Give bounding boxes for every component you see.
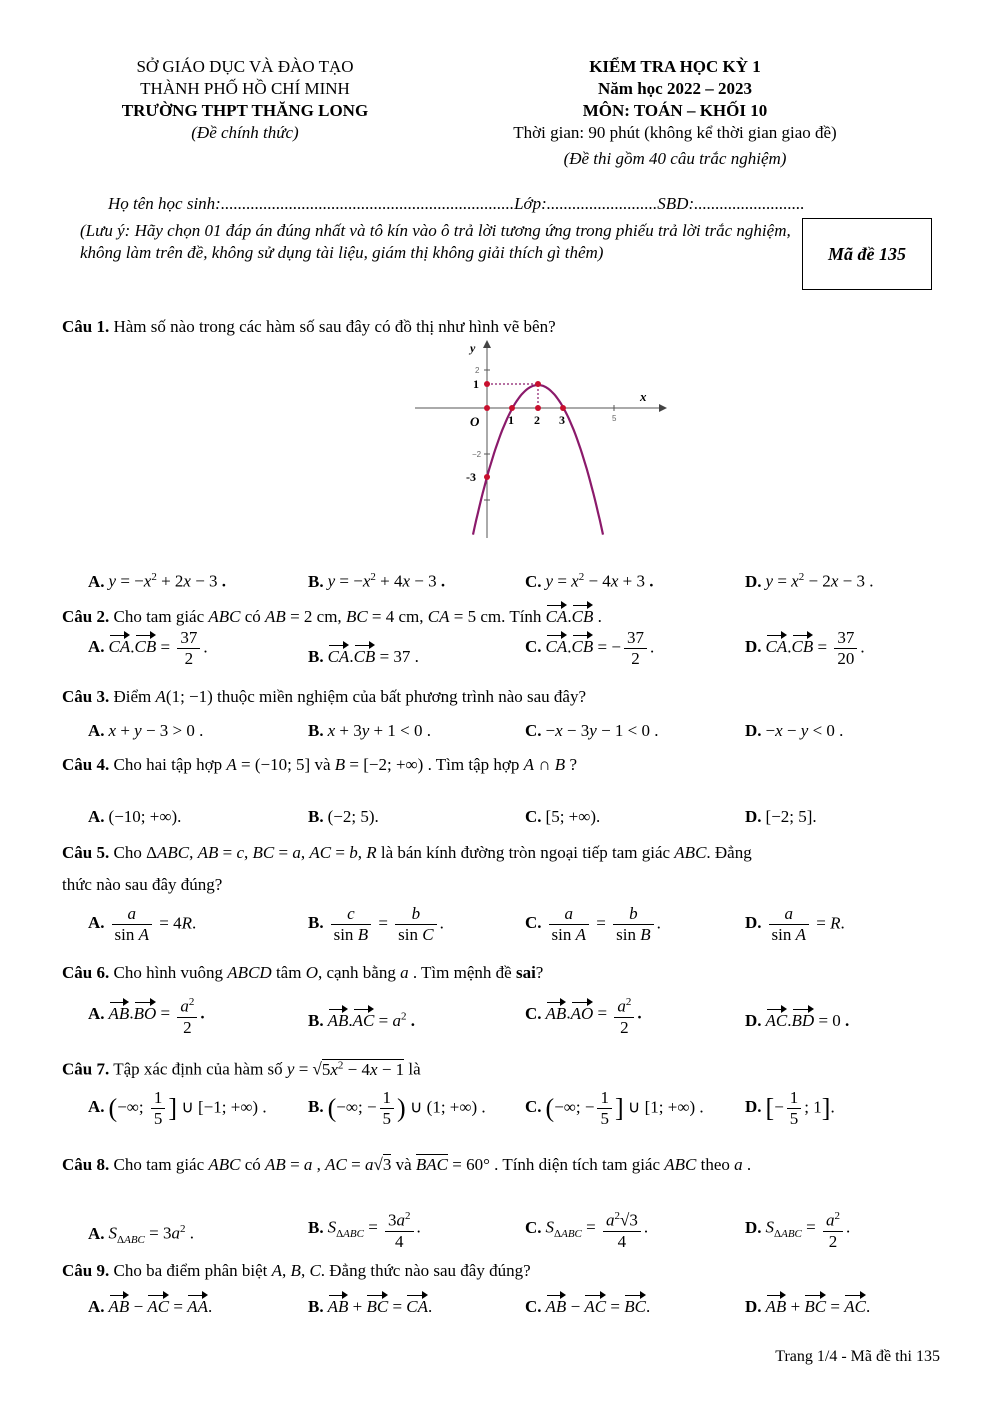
city-name: THÀNH PHỐ HỒ CHÍ MINH (140, 79, 350, 98)
q1-option-d[interactable]: D. $y = x^2 - 2x - 3$ . (745, 571, 874, 591)
q7-option-d[interactable]: D. [− $\frac{1}{5}$ ; 1]. (745, 1088, 835, 1128)
question-6: Câu 6. Cho hình vuông ABCD tâm O, cạnh bằng a . Tìm mệnh đề sai? (62, 963, 544, 982)
q9-option-c[interactable]: C. AB − AC = BC. (525, 1290, 650, 1318)
q6-option-c[interactable]: C. AB.AO = $\frac{a^2}{2}$ . (525, 992, 642, 1038)
q3-option-d[interactable]: D. −x − y < 0 . (745, 721, 844, 740)
q5-option-a[interactable]: A. $\frac{a}{\text{sin A}}$ = 4R. (88, 904, 197, 944)
student-info-line: Họ tên học sinh:.....................................................................Lớp:..........................SBD:.......................... (108, 194, 805, 213)
q9-option-a[interactable]: A. AB − AC = AA. (88, 1290, 212, 1318)
exam-code-box: Mã đề 135 (802, 218, 932, 290)
q7-option-b[interactable]: B. (−∞; − $\frac{1}{5}$ ) ∪ (1; +∞) . (308, 1088, 486, 1128)
q1-option-b[interactable]: B. $y = -x^2 + 4x - 3$ . (308, 571, 446, 591)
question-7: Câu 7. Tập xác định của hàm số $y = √5x^2 - 4x - 1$ là (62, 1059, 421, 1079)
q6-option-b[interactable]: B. $AB.AC = a^2$ . (308, 1004, 415, 1032)
q2-option-c[interactable]: C. CA.CB = − $\frac{37}{2}$ . (525, 628, 655, 668)
question-5: Câu 5. Cho ΔABC, AB = c, BC = a, AC = b, R là bán kính đường tròn ngoại tiếp tam giác ABC. Đẳng (62, 843, 752, 862)
q1-option-c[interactable]: C. $y = x^2 - 4x + 3$ . (525, 571, 654, 591)
q8-option-b[interactable]: B. $S_{\Delta ABC}$ = $\frac{3a^2}{4}$ . (308, 1206, 421, 1252)
y-tick-1: 1 (473, 377, 479, 391)
question-9: Câu 9. Cho ba điểm phân biệt A, B, C. Đẳng thức nào sau đây đúng? (62, 1261, 531, 1280)
q6-option-d[interactable]: D. AC.BD = 0 . (745, 1004, 849, 1032)
q2-option-d[interactable]: D. CA.CB = $\frac{37}{20}$ . (745, 628, 865, 668)
question-2: Câu 2. Cho tam giác ABC có AB = 2 cm, BC = 4 cm, CA = 5 cm. Tính CA.CB . (62, 600, 602, 628)
origin-label: O (470, 414, 480, 429)
page-footer: Trang 1/4 - Mã đề thi 135 (775, 1348, 940, 1365)
q4-option-a[interactable]: A. (−10; +∞). (88, 807, 182, 826)
x-tick-5: 5 (612, 414, 617, 423)
q3-option-b[interactable]: B. x + 3y + 1 < 0 . (308, 721, 431, 740)
q4-option-b[interactable]: B. (−2; 5). (308, 807, 379, 826)
x-axis-label: x (640, 389, 647, 404)
q8-option-d[interactable]: D. $S_{\Delta ABC}$ = $\frac{a^2}{2}$ . (745, 1206, 850, 1252)
question-1: Câu 1. Hàm số nào trong các hàm số sau đây có đồ thị như hình vẽ bên? (62, 317, 556, 336)
q4-option-c[interactable]: C. [5; +∞). (525, 807, 601, 826)
q3-option-c[interactable]: C. −x − 3y − 1 < 0 . (525, 721, 659, 740)
q9-option-b[interactable]: B. AB + BC = CA. (308, 1290, 432, 1318)
q5-option-d[interactable]: D. $\frac{a}{\text{sin A}}$ = R. (745, 904, 845, 944)
y-tick-neg3: -3 (466, 470, 476, 484)
question-8: Câu 8. Cho tam giác ABC có AB = a , AC = a√3 và BAC = 60° . Tính diện tích tam giác ABC theo a . (62, 1155, 752, 1174)
official-label: (Đề chính thức) (191, 123, 299, 142)
y-tick-2: 2 (475, 366, 480, 375)
q2-option-b[interactable]: B. CA.CB = 37 . (308, 640, 419, 668)
q3-option-a[interactable]: A. x + y − 3 > 0 . (88, 721, 204, 740)
exam-note: (Lưu ý: Hãy chọn 01 đáp án đúng nhất và tô kín vào ô trả lời tương ứng trong phiếu trả lời trắc nghiệm, không làm trên đề, không sử dụng tài liệu, giám thị không giải thích gì thêm) (80, 221, 791, 262)
school-header (90, 56, 400, 144)
subject: MÔN: TOÁN – KHỐI 10 (582, 101, 768, 120)
q1-option-a[interactable]: A. $y = -x^2 + 2x - 3$ . (88, 571, 227, 591)
school-name: TRƯỜNG THPT THĂNG LONG (121, 101, 369, 120)
question-5-cont: thức nào sau đây đúng? (62, 875, 223, 894)
q8-option-a[interactable]: A. $S_{\Delta ABC} = 3a^2$ . (88, 1223, 194, 1247)
question-3: Câu 3. Điểm A(1; −1) thuộc miền nghiệm của bất phương trình nào sau đây? (62, 687, 587, 706)
q7-option-a[interactable]: A. (−∞; $\frac{1}{5}$ ] ∪ [−1; +∞) . (88, 1088, 267, 1128)
parabola-graph (410, 338, 670, 543)
q2-option-a[interactable]: A. CA.CB = $\frac{37}{2}$ . (88, 628, 208, 668)
dept-name: SỞ GIÁO DỤC VÀ ĐÀO TẠO (136, 57, 354, 76)
x-tick-1: 1 (508, 413, 514, 427)
x-tick-2: 2 (534, 413, 540, 427)
q7-option-c[interactable]: C. (−∞; − $\frac{1}{5}$ ] ∪ [1; +∞) . (525, 1088, 704, 1128)
q8-option-c[interactable]: C. $S_{\Delta ABC}$ = $\frac{a^2√3}{4}$ . (525, 1206, 648, 1252)
y-tick-neg2: −2 (472, 450, 482, 459)
x-tick-3: 3 (559, 413, 565, 427)
q4-option-d[interactable]: D. [−2; 5]. (745, 807, 817, 826)
q5-option-b[interactable]: B. $\frac{c}{\text{sin B}}$ = $\frac{b}{\text{sin C}}$ . (308, 904, 444, 944)
duration: Thời gian: 90 phút (không kể thời gian giao đề) (513, 123, 837, 142)
q6-option-a[interactable]: A. AB.BO = $\frac{a^2}{2}$ . (88, 992, 205, 1038)
question-4: Câu 4. Cho hai tập hợp A = (−10; 5] và B = [−2; +∞) . Tìm tập hợp A ∩ B ? (62, 755, 577, 774)
school-year: Năm học 2022 – 2023 (598, 79, 752, 98)
question-count: (Đề thi gồm 40 câu trắc nghiệm) (563, 149, 787, 168)
q9-option-d[interactable]: D. AB + BC = AC. (745, 1290, 870, 1318)
exam-title: KIỂM TRA HỌC KỲ 1 (589, 57, 761, 76)
exam-header (470, 56, 880, 170)
q5-option-c[interactable]: C. $\frac{a}{\text{sin A}}$ = $\frac{b}{\text{sin B}}$ . (525, 904, 661, 944)
y-axis-label: y (470, 341, 476, 355)
